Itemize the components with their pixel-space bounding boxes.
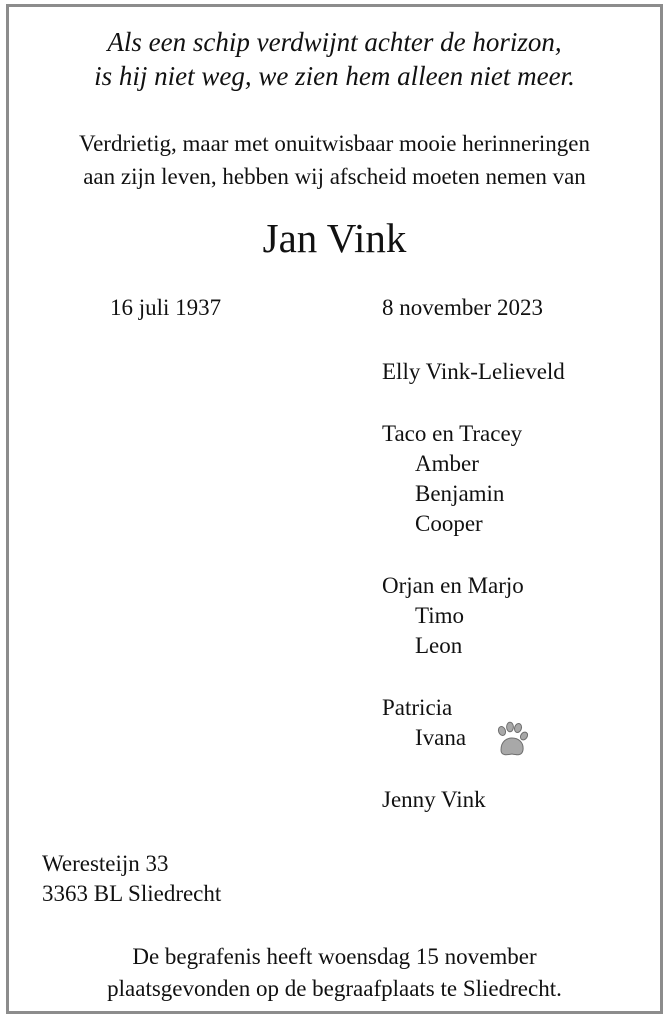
- paw-print-icon: [493, 721, 531, 761]
- intro-text: [9, 127, 660, 193]
- poem-line-2: is hij niet weg, we zien hem alleen niet meer.: [94, 61, 575, 91]
- death-date: 8 november 2023: [382, 295, 543, 320]
- funeral-notice: [9, 941, 660, 1005]
- intro-line-2: aan zijn leven, hebben wij afscheid moeten nemen van: [83, 164, 586, 189]
- family-parents-2: Orjan en Marjo: [382, 573, 524, 598]
- poem: [9, 25, 660, 93]
- address-street: Weresteijn 33: [42, 851, 169, 876]
- obituary-card: [6, 4, 663, 1014]
- grandchild-name: Amber: [415, 451, 479, 476]
- address-city: 3363 BL Sliedrecht: [42, 881, 222, 906]
- family-parents-1: Taco en Tracey: [382, 421, 523, 446]
- grandchild-name: Ivana: [415, 725, 467, 750]
- poem-line-1: Als een schip verdwijnt achter de horizon,: [107, 27, 562, 57]
- grandchild-name: Benjamin: [415, 481, 505, 506]
- intro-line-1: Verdrietig, maar met onuitwisbaar mooie herinneringen: [79, 131, 590, 156]
- spouse-name: Elly Vink-Lelieveld: [382, 359, 565, 384]
- family-parent-3: Patricia: [382, 695, 453, 720]
- funeral-line-1: De begrafenis heeft woensdag 15 november: [132, 944, 537, 969]
- grandchild-name: Cooper: [415, 511, 483, 536]
- deceased-name: Jan Vink: [262, 215, 407, 261]
- sibling-name: Jenny Vink: [382, 787, 486, 812]
- funeral-line-2: plaatsgevonden op de begraafplaats te Sliedrecht.: [107, 976, 562, 1001]
- grandchild-name: Leon: [415, 633, 463, 658]
- grandchild-name: Timo: [415, 603, 465, 628]
- birth-date: 16 juli 1937: [110, 295, 222, 320]
